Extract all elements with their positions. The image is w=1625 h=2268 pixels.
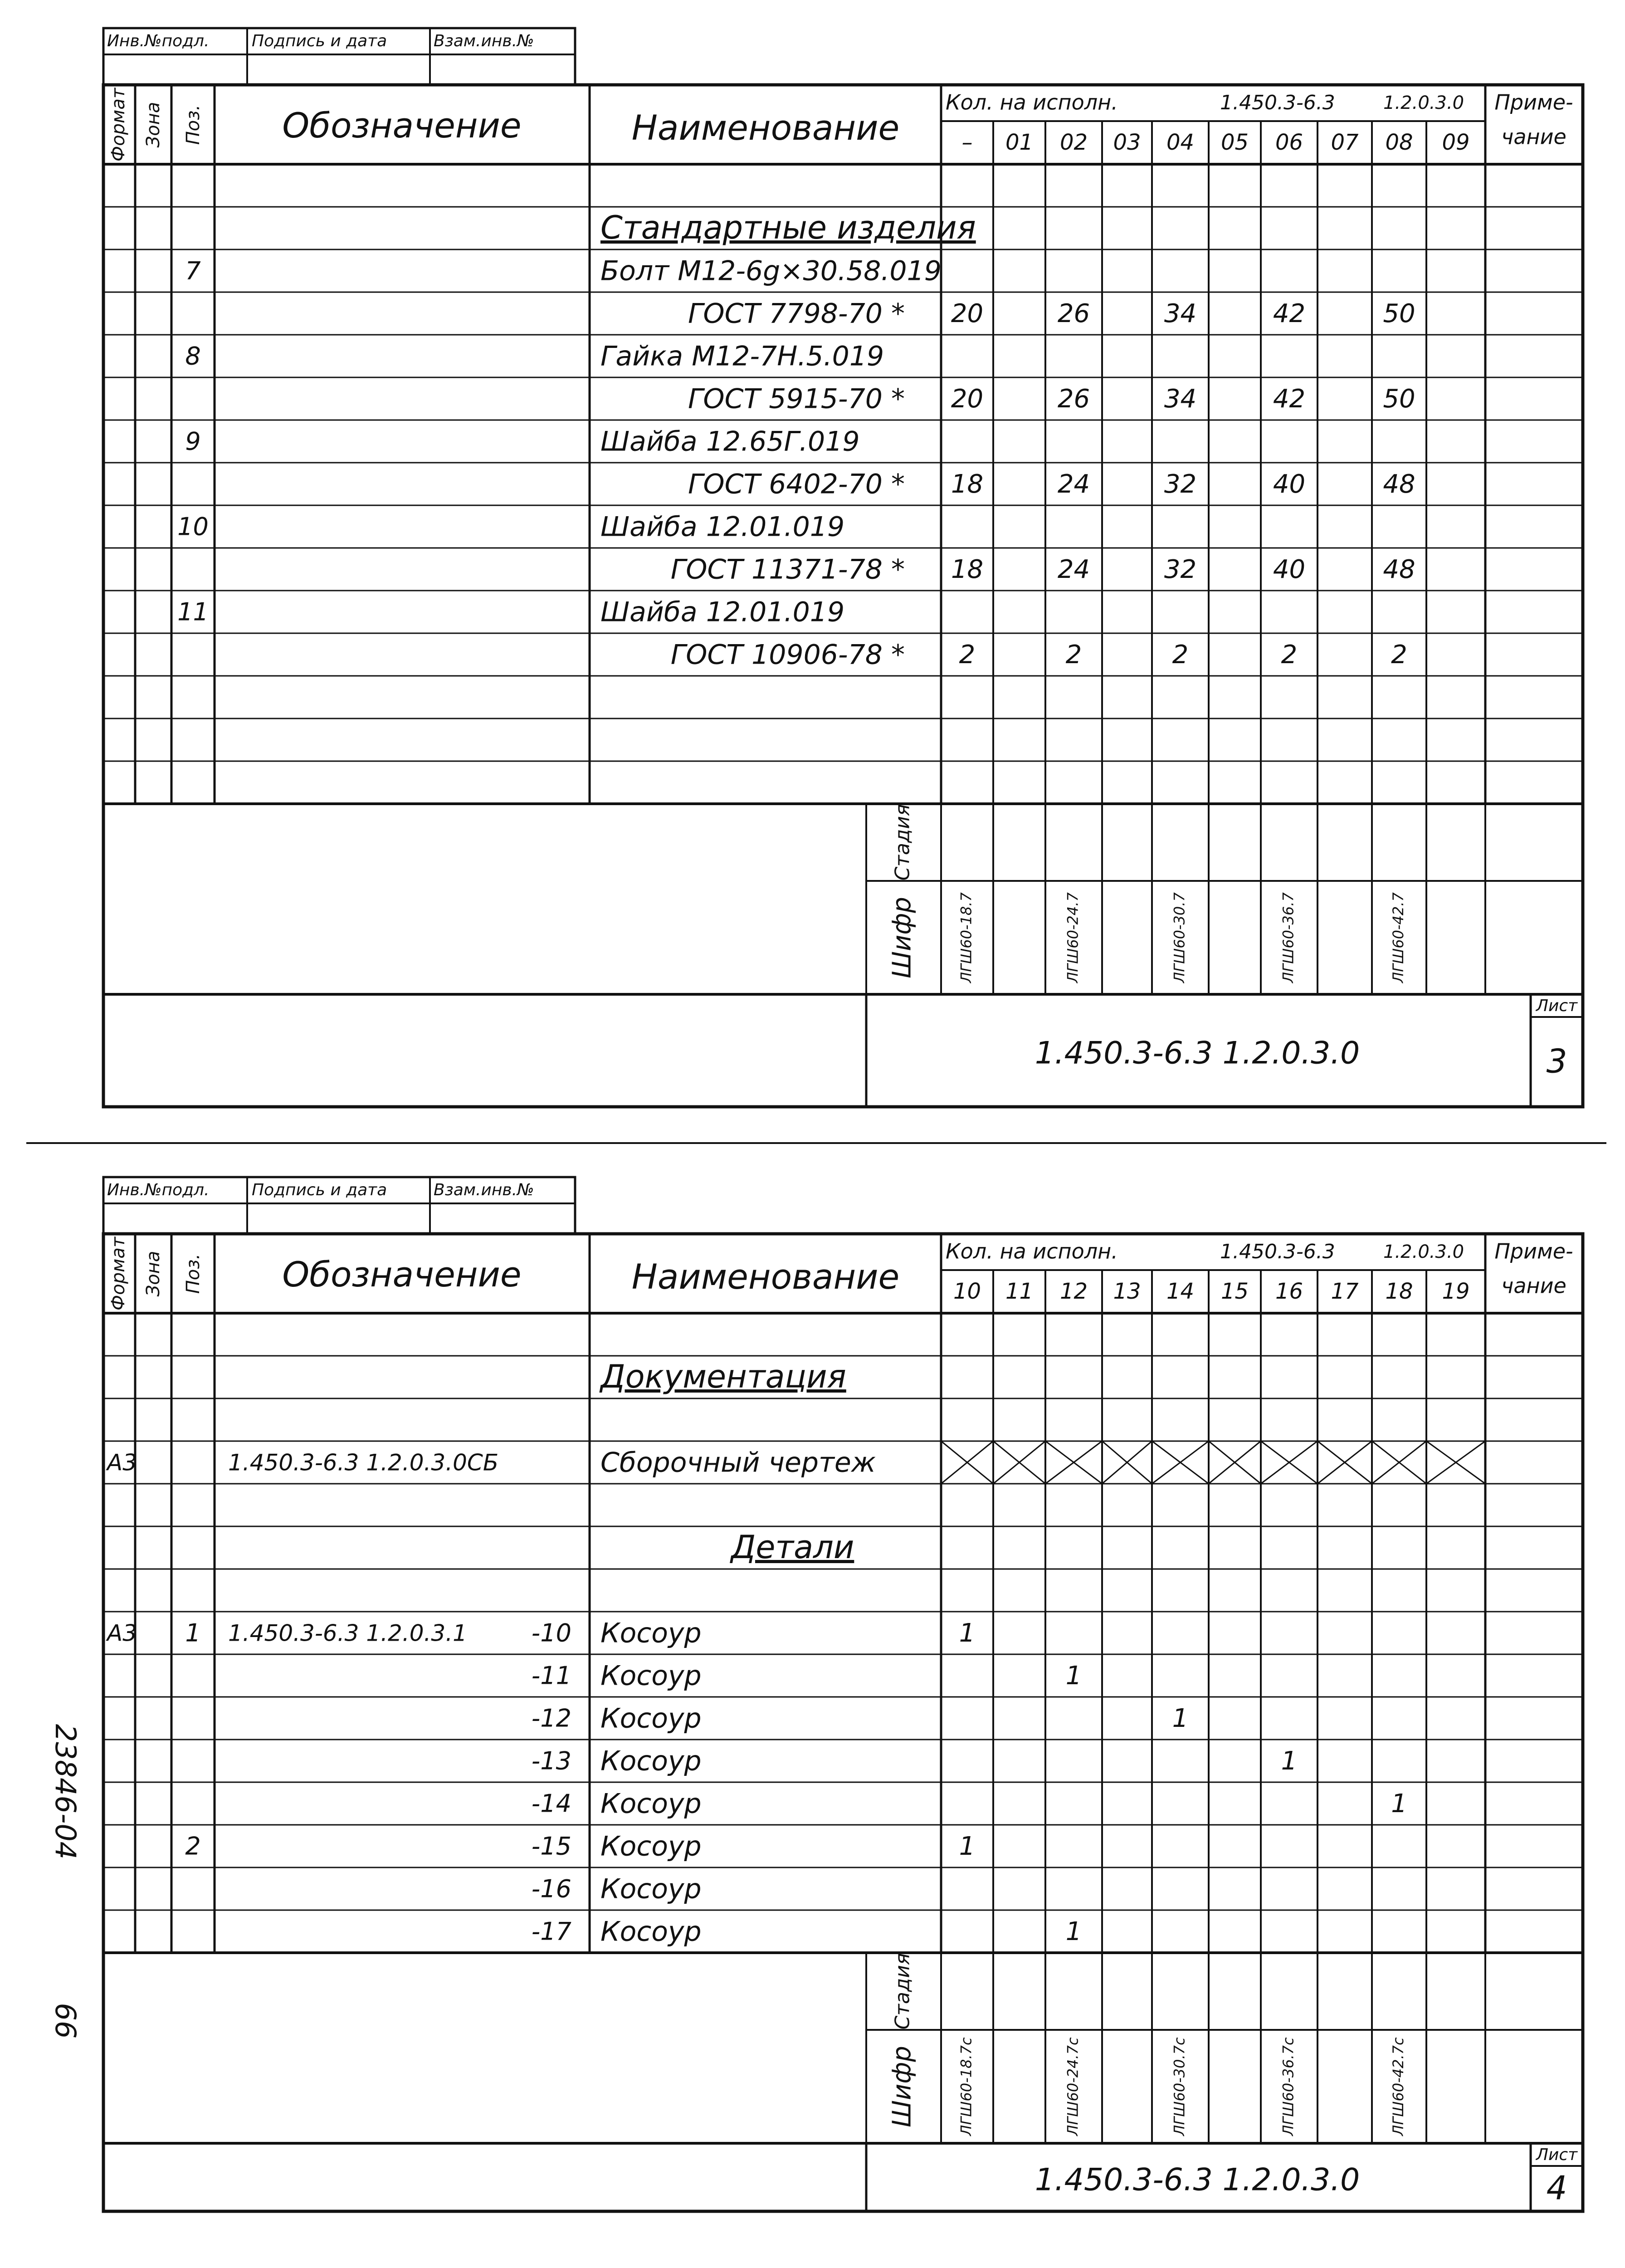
- spec-rows: [103, 1356, 1583, 1953]
- approval-stamp: [103, 28, 575, 85]
- header-designation: Обозначение: [282, 105, 522, 146]
- row-name: Шайба 12.01.019: [600, 596, 845, 628]
- row-variant: -12: [531, 1704, 571, 1733]
- header-exec-number: 17: [1331, 1279, 1359, 1304]
- table-row: [103, 469, 1583, 505]
- header-doc: 1.450.3-6.3: [1220, 91, 1335, 114]
- table-row: [103, 1441, 1583, 1484]
- row-position: 1: [185, 1618, 201, 1647]
- row-quantity: 24: [1057, 469, 1090, 499]
- header-note1: Приме-: [1494, 90, 1573, 115]
- row-quantity: 50: [1383, 299, 1415, 329]
- section-title: Документация: [600, 1358, 846, 1396]
- row-format: А3: [107, 1620, 137, 1647]
- row-quantity: 26: [1057, 384, 1090, 414]
- cipher-code: ЛГШ60-30.7с: [1171, 2037, 1188, 2136]
- table-row: [103, 1618, 1583, 1654]
- cipher-code: ЛГШ60-24.7: [1064, 892, 1082, 983]
- row-name: Косоур: [600, 1660, 702, 1692]
- title-block: [103, 1953, 1583, 2211]
- header-note2: чание: [1501, 124, 1566, 149]
- row-name: Косоур: [600, 1916, 702, 1948]
- header-exec-number: 15: [1220, 1279, 1249, 1304]
- stamp-vzam-label: Взам.инв.№: [434, 1181, 534, 1199]
- header-exec-number: 09: [1442, 130, 1470, 155]
- cipher-code: ЛГШ60-18.7: [957, 892, 975, 983]
- row-quantity: 1: [1172, 1704, 1189, 1734]
- stamp-sign-label: Подпись и дата: [252, 32, 387, 50]
- row-quantity: 20: [951, 299, 984, 329]
- table-row: [103, 511, 1583, 548]
- table-row: [103, 1831, 1583, 1867]
- table-row: [103, 1529, 1583, 1569]
- page-number: 66: [49, 2003, 82, 2039]
- header-name: Наименование: [631, 1256, 900, 1297]
- row-quantity: 48: [1383, 555, 1415, 585]
- row-name: ГОСТ 10906-78 *: [670, 639, 905, 671]
- row-quantity: 20: [951, 384, 984, 414]
- header-format: Формат: [108, 1237, 129, 1311]
- row-position: 7: [185, 256, 201, 285]
- header-qty: Кол. на исполн.: [946, 90, 1118, 115]
- row-position: 9: [185, 427, 201, 456]
- row-position: 10: [177, 512, 209, 541]
- row-quantity: 1: [1391, 1789, 1407, 1819]
- approval-stamp: [103, 1177, 575, 1234]
- header-zone: Зона: [143, 102, 164, 148]
- header-exec-number: 01: [1005, 130, 1034, 155]
- row-variant: -16: [531, 1874, 571, 1903]
- header-exec-number: 19: [1442, 1279, 1470, 1304]
- cipher-code: ЛГШ60-36.7с: [1279, 2037, 1297, 2136]
- row-quantity: 26: [1057, 299, 1090, 329]
- row-name: Косоур: [600, 1873, 702, 1905]
- header-exec-number: 16: [1275, 1279, 1303, 1304]
- row-variant: -13: [531, 1746, 571, 1775]
- row-name: Косоур: [600, 1617, 702, 1649]
- table-row: [103, 1873, 1583, 1910]
- table-row: [103, 596, 1583, 633]
- row-position: 11: [177, 597, 209, 626]
- row-format: А3: [107, 1449, 137, 1476]
- cipher-label: Шифр: [887, 897, 917, 978]
- header-exec-number: 03: [1113, 130, 1141, 155]
- section-title: Стандартные изделия: [600, 209, 976, 247]
- header-exec-number: 18: [1385, 1279, 1413, 1304]
- row-quantity: 42: [1273, 299, 1306, 329]
- row-name: Шайба 12.65Г.019: [600, 425, 860, 458]
- spec-rows: [103, 207, 1583, 804]
- header-qty: Кол. на исполн.: [946, 1239, 1118, 1264]
- table-row: [103, 554, 1583, 591]
- sheet-number: 4: [1546, 2169, 1567, 2207]
- row-variant: -11: [531, 1661, 571, 1690]
- table-row: [103, 426, 1583, 463]
- row-name: Косоур: [600, 1702, 702, 1735]
- cipher-code: ЛГШ60-36.7: [1279, 892, 1297, 983]
- row-designation: 1.450.3-6.3 1.2.0.3.0СБ: [228, 1449, 499, 1476]
- row-variant: -15: [531, 1832, 571, 1861]
- row-name: Сборочный чертеж: [600, 1447, 876, 1479]
- row-quantity: 32: [1164, 555, 1197, 585]
- header-exec-number: 05: [1220, 130, 1249, 155]
- header-exec-number: 12: [1059, 1279, 1088, 1304]
- header-name: Наименование: [631, 107, 900, 148]
- cipher-label: Шифр: [887, 2046, 917, 2127]
- header-exec-number: 13: [1113, 1279, 1141, 1304]
- row-name: Косоур: [600, 1830, 702, 1862]
- document-code: 1.450.3-6.3 1.2.0.3.0: [1035, 2162, 1360, 2198]
- row-quantity: 40: [1273, 469, 1306, 499]
- title-block: [103, 804, 1583, 1107]
- row-quantity: 2: [1281, 640, 1298, 670]
- row-quantity: 34: [1164, 299, 1197, 329]
- header-exec-number: 04: [1166, 130, 1195, 155]
- header-exec-number: 07: [1331, 130, 1359, 155]
- row-variant: -17: [531, 1917, 571, 1946]
- row-quantity: 50: [1383, 384, 1415, 414]
- row-quantity: 1: [1281, 1746, 1298, 1776]
- stage-label: Стадия: [891, 804, 914, 881]
- cipher-code: ЛГШ60-30.7: [1171, 892, 1188, 983]
- header-format: Формат: [108, 88, 129, 162]
- table-row: [103, 1916, 1583, 1953]
- row-quantity: 32: [1164, 469, 1197, 499]
- row-name: ГОСТ 5915-70 *: [688, 383, 905, 415]
- archive-number: 23846-04: [49, 1724, 82, 1860]
- row-quantity: 1: [959, 1618, 976, 1648]
- table-row: [103, 1358, 1583, 1398]
- row-name: Косоур: [600, 1745, 702, 1777]
- table-row: [103, 341, 1583, 377]
- header-pos: Поз.: [183, 104, 204, 145]
- header-note1: Приме-: [1494, 1239, 1573, 1264]
- row-quantity: 2: [959, 640, 976, 670]
- table-row: [103, 1703, 1583, 1740]
- row-name: ГОСТ 11371-78 *: [670, 553, 905, 586]
- row-variant: -14: [531, 1789, 571, 1818]
- row-quantity: 2: [1391, 640, 1407, 670]
- table-row: [103, 1788, 1583, 1825]
- cipher-code: ЛГШ60-24.7с: [1064, 2037, 1082, 2136]
- header-exec-number: 02: [1059, 130, 1088, 155]
- row-name: Болт М12-6g×30.58.019: [600, 255, 942, 287]
- row-quantity: 2: [1172, 640, 1189, 670]
- table-row: [103, 639, 1583, 676]
- row-quantity: 1: [1065, 1661, 1082, 1691]
- spec-sheet-2: [103, 1177, 1583, 2211]
- row-quantity: 40: [1273, 555, 1306, 585]
- header-exec-number: 08: [1385, 130, 1413, 155]
- row-quantity: 18: [951, 469, 984, 499]
- row-name: ГОСТ 6402-70 *: [688, 468, 905, 500]
- spec-sheet-1: [103, 28, 1583, 1107]
- row-name: Шайба 12.01.019: [600, 511, 845, 543]
- row-quantity: 48: [1383, 469, 1415, 499]
- row-quantity: 2: [1065, 640, 1082, 670]
- row-name: Гайка М12-7Н.5.019: [600, 340, 884, 372]
- header-pos: Поз.: [183, 1253, 204, 1294]
- table-row: [103, 1660, 1583, 1697]
- table-row: [103, 209, 1583, 249]
- row-name: ГОСТ 7798-70 *: [688, 298, 905, 330]
- sheet-number: 3: [1546, 1042, 1567, 1080]
- table-row: [103, 383, 1583, 420]
- stamp-inv-label: Инв.№подл.: [107, 32, 210, 50]
- header-exec-number: 14: [1166, 1279, 1195, 1304]
- table-row: [103, 1745, 1583, 1782]
- header-code: 1.2.0.3.0: [1383, 1242, 1464, 1262]
- spec-header: [103, 1234, 1583, 1953]
- row-position: 2: [185, 1832, 201, 1861]
- stamp-sign-label: Подпись и дата: [252, 1181, 387, 1199]
- row-quantity: 18: [951, 555, 984, 585]
- table-row: [103, 298, 1583, 335]
- row-position: 8: [185, 342, 201, 371]
- sheet-label: Лист: [1536, 2146, 1578, 2164]
- cipher-code: ЛГШ60-42.7: [1390, 892, 1407, 983]
- document-code: 1.450.3-6.3 1.2.0.3.0: [1035, 1035, 1360, 1071]
- header-code: 1.2.0.3.0: [1383, 93, 1464, 113]
- header-note2: чание: [1501, 1273, 1566, 1298]
- row-quantity: 34: [1164, 384, 1197, 414]
- cipher-code: ЛГШ60-42.7с: [1390, 2037, 1407, 2136]
- sheet-label: Лист: [1536, 997, 1578, 1015]
- row-quantity: 42: [1273, 384, 1306, 414]
- header-designation: Обозначение: [282, 1254, 522, 1295]
- cipher-code: ЛГШ60-18.7с: [957, 2037, 975, 2136]
- header-exec-number: –: [961, 130, 973, 155]
- stamp-vzam-label: Взам.инв.№: [434, 32, 534, 50]
- row-quantity: 24: [1057, 555, 1090, 585]
- header-exec-number: 06: [1275, 130, 1303, 155]
- row-quantity: 1: [1065, 1917, 1082, 1947]
- header-doc: 1.450.3-6.3: [1220, 1240, 1335, 1263]
- section-title: Детали: [731, 1529, 854, 1566]
- row-quantity: 1: [959, 1832, 976, 1862]
- row-designation: 1.450.3-6.3 1.2.0.3.1: [228, 1620, 467, 1647]
- header-zone: Зона: [143, 1251, 164, 1297]
- table-row: [103, 255, 1583, 292]
- row-variant: -10: [531, 1618, 571, 1647]
- stage-label: Стадия: [891, 1953, 914, 2030]
- header-exec-number: 11: [1005, 1279, 1034, 1304]
- header-exec-number: 10: [953, 1279, 981, 1304]
- stamp-inv-label: Инв.№подл.: [107, 1181, 210, 1199]
- row-name: Косоур: [600, 1788, 702, 1820]
